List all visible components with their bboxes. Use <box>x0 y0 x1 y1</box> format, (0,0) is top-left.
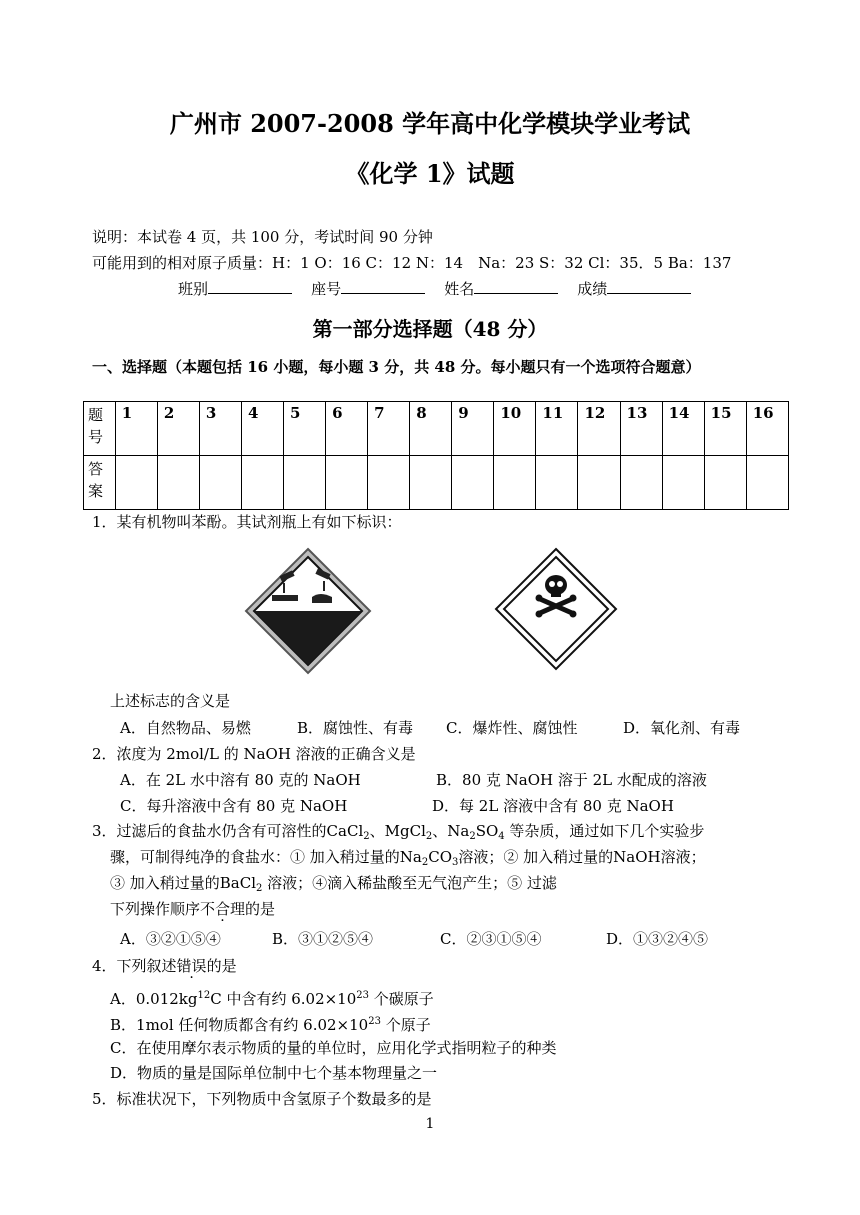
number-row-header: 题号 <box>84 402 116 456</box>
q4-option-b <box>110 1012 431 1035</box>
answer-table <box>83 401 789 510</box>
page-number: 1 <box>425 1116 435 1132</box>
atomic-mass-line: 可能用到的相对原子质量：H：1 O：16 C：12 N：14 Na：23 S：32 Cl：35．5 Ba：137 <box>92 254 732 272</box>
q3-text: 3．过滤后的食盐水仍含有可溶性的CaCl <box>92 822 364 840</box>
q3-text: CO <box>428 848 452 866</box>
table-cell-number: 1 <box>115 402 157 456</box>
q3-option-c: C．②③①⑤④ <box>440 930 542 948</box>
table-cell-number: 11 <box>536 402 578 456</box>
seat-blank[interactable] <box>341 279 425 294</box>
q3-text: SO <box>475 822 499 840</box>
exam-title: 广州市 2007-2008 学年高中化学模块学业考试 <box>169 109 691 138</box>
table-cell-number: 12 <box>578 402 620 456</box>
q5-stem: 5．标准状况下，下列物质中含氢原子个数最多的是 <box>92 1090 432 1108</box>
q2-option-d: D．每 2L 溶液中含有 80 克 NaOH <box>432 797 674 815</box>
answer-cell[interactable] <box>452 456 494 510</box>
student-info-fields <box>178 279 691 299</box>
q4-text: 4．下列叙述 <box>92 957 177 975</box>
q1-option-b: B．腐蚀性、有毒 <box>297 719 414 737</box>
q3-text: ③ 加入稍过量的BaCl <box>110 874 257 892</box>
name-blank[interactable] <box>474 279 558 294</box>
table-cell-number: 13 <box>620 402 662 456</box>
answer-cell[interactable] <box>620 456 662 510</box>
number-row <box>84 402 789 456</box>
answer-cell[interactable] <box>410 456 452 510</box>
answer-cell[interactable] <box>284 456 326 510</box>
table-cell-number: 7 <box>368 402 410 456</box>
name-label: 姓名 <box>444 280 475 298</box>
q2-option-b: B．80 克 NaOH 溶于 2L 水配成的溶液 <box>436 771 707 789</box>
q3-option-d: D．①③②④⑤ <box>606 930 709 948</box>
q3-text: 骤，可制得纯净的食盐水：① 加入稍过量的Na <box>110 848 422 866</box>
table-cell-number: 3 <box>199 402 241 456</box>
q4-sup: 23 <box>368 1016 381 1027</box>
table-cell-number: 14 <box>662 402 704 456</box>
table-cell-number: 10 <box>494 402 536 456</box>
q4-option-a <box>110 986 434 1009</box>
score-blank[interactable] <box>607 279 691 294</box>
q4-sup: 23 <box>356 990 370 1001</box>
answer-cell[interactable] <box>157 456 199 510</box>
q3-line-2: 骤，可制得纯净的食盐水：① 加入稍过量的$Na_2CO_3$溶液；② 加入稍过量的NaOH溶液； <box>110 848 706 868</box>
q4-text: A．0.012kg <box>110 990 198 1008</box>
table-cell-number: 4 <box>241 402 283 456</box>
table-cell-number: 15 <box>704 402 746 456</box>
table-cell-number: 8 <box>410 402 452 456</box>
table-cell-number: 5 <box>284 402 326 456</box>
q3-text: 、Na <box>432 822 470 840</box>
answer-cell[interactable] <box>115 456 157 510</box>
q4-text: 个碳原子 <box>369 990 434 1008</box>
table-cell-number: 2 <box>157 402 199 456</box>
q3-text: 溶液；② 加入稍过量的NaOH溶液； <box>458 848 706 866</box>
q1-option-d: D．氧化剂、有毒 <box>623 719 741 737</box>
q3-text: 的是 <box>245 900 276 918</box>
answer-cell[interactable] <box>746 456 788 510</box>
q4-emphasis: 错误 <box>176 957 207 975</box>
exam-subtitle: 《化学 1》试题 <box>345 159 515 188</box>
table-cell-number: 16 <box>746 402 788 456</box>
q4-text: 的是 <box>206 957 237 975</box>
q3-text: 等杂质，通过如下几个实验步 <box>504 822 705 840</box>
q1-option-a: A．自然物品、易燃 <box>120 719 251 737</box>
corrosive-hazard-icon <box>244 547 372 675</box>
answer-cell[interactable] <box>199 456 241 510</box>
q3-line-1: 3．过滤后的食盐水仍含有可溶性的CaCl$_2$、MgCl$_2$、$Na_2SO_4$ 等杂质，通过如下几个实验步 <box>92 822 705 842</box>
exam-note: 说明：本试卷 4 页，共 100 分，考试时间 90 分钟 <box>92 228 433 246</box>
q3-option-a: A．③②①⑤④ <box>120 930 221 948</box>
section-title: 第一部分选择题（48 分） <box>312 317 548 341</box>
answer-cell[interactable] <box>326 456 368 510</box>
q3-ask <box>110 899 275 919</box>
answer-cell[interactable] <box>578 456 620 510</box>
q1-stem: 1．某有机物叫苯酚。其试剂瓶上有如下标识： <box>92 513 402 531</box>
q1-ask: 上述标志的含义是 <box>110 692 231 710</box>
answer-cell[interactable] <box>536 456 578 510</box>
section-instruction: 一、选择题（本题包括 16 小题，每小题 3 分，共 48 分。每小题只有一个选项符合题意） <box>92 358 701 376</box>
q4-option-d: D．物质的量是国际单位制中七个基本物理量之一 <box>110 1064 438 1082</box>
q4-text: C 中含有约 6.02×10 <box>210 990 357 1008</box>
class-blank[interactable] <box>208 279 292 294</box>
answer-cell[interactable] <box>494 456 536 510</box>
q3-emphasis: 不合理 <box>200 900 246 918</box>
class-label: 班别 <box>178 280 209 298</box>
q2-stem: 2．浓度为 2mol/L 的 NaOH 溶液的正确含义是 <box>92 745 416 763</box>
table-cell-number: 6 <box>326 402 368 456</box>
q1-option-c: C．爆炸性、腐蚀性 <box>446 719 578 737</box>
q3-text: 下列操作顺序 <box>110 900 201 918</box>
toxic-skull-icon <box>494 547 618 671</box>
q3-option-b: B．③①②⑤④ <box>272 930 374 948</box>
answer-cell[interactable] <box>704 456 746 510</box>
score-label: 成绩 <box>577 280 608 298</box>
seat-label: 座号 <box>311 280 342 298</box>
q4-sup: 12 <box>197 990 211 1001</box>
q2-option-a: A．在 2L 水中溶有 80 克的 NaOH <box>120 771 361 789</box>
answer-cell[interactable] <box>368 456 410 510</box>
q2-option-c: C．每升溶液中含有 80 克 NaOH <box>120 797 348 815</box>
q3-text: 溶液；④滴入稀盐酸至无气泡产生；⑤ 过滤 <box>262 874 557 892</box>
q4-text: 个原子 <box>380 1016 431 1034</box>
q3-text: 、MgCl <box>369 822 426 840</box>
q4-stem <box>92 956 237 976</box>
q4-text: B．1mol 任何物质都含有约 6.02×10 <box>110 1016 369 1034</box>
q3-line-3: ③ 加入稍过量的BaCl$_2$ 溶液；④滴入稀盐酸至无气泡产生；⑤ 过滤 <box>110 874 557 894</box>
answer-cell[interactable] <box>662 456 704 510</box>
q4-option-c: C．在使用摩尔表示物质的量的单位时，应用化学式指明粒子的种类 <box>110 1039 557 1057</box>
table-cell-number: 9 <box>452 402 494 456</box>
answer-cell[interactable] <box>241 456 283 510</box>
answer-row-header: 答案 <box>84 456 116 510</box>
answer-row <box>84 456 789 510</box>
